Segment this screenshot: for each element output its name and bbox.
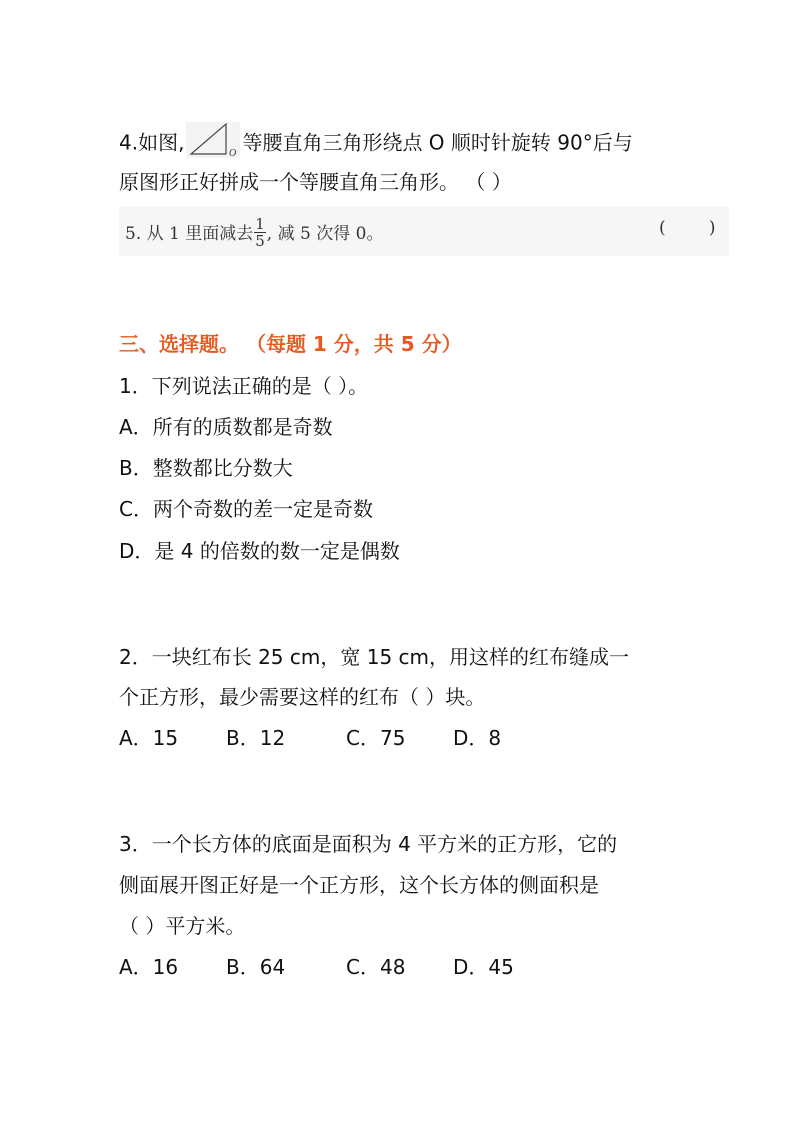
choice-q2-stem-line2: 个正方形，最少需要这样的红布（ ）块。 — [119, 685, 486, 709]
choice-q1-stem: 1．下列说法正确的是（ ）。 — [119, 374, 369, 398]
choice-q1-option-d: D．是 4 的倍数的数一定是偶数 — [119, 539, 400, 563]
fraction-denominator: 5 — [255, 232, 265, 250]
q4-line2: 原图形正好拼成一个等腰直角三角形。 （ ） — [119, 170, 512, 194]
q5-answer-paren: ( ) — [659, 218, 716, 238]
choice-q2-options — [119, 724, 719, 752]
choice-q2-option-b: B．12 — [226, 726, 286, 750]
choice-q3-stem-line1: 3．一个长方体的底面是面积为 4 平方米的正方形，它的 — [119, 832, 618, 856]
choice-q1-option-a: A．所有的质数都是奇数 — [119, 415, 333, 439]
q5-text — [125, 215, 384, 251]
choice-q3-option-d: D．45 — [453, 955, 514, 979]
choice-q3-stem-line3: （ ）平方米。 — [119, 914, 246, 938]
choice-q3-options — [119, 953, 719, 981]
triangle-icon — [186, 122, 240, 158]
q5-text-after: , 减 5 次得 0。 — [266, 224, 384, 244]
triangle-figure — [186, 122, 240, 158]
q5-image-snippet — [119, 206, 729, 256]
choice-q1-option-c: C．两个奇数的差一定是奇数 — [119, 497, 373, 521]
choice-q2-option-c: C．75 — [346, 726, 406, 750]
section-title: 三、选择题。 （每题 1 分，共 5 分） — [119, 332, 462, 356]
choice-q3-option-a: A．16 — [119, 955, 179, 979]
choice-q3-option-b: B．64 — [226, 955, 286, 979]
choice-q3-stem-line2: 侧面展开图正好是一个正方形，这个长方体的侧面积是 — [119, 873, 599, 897]
q4-line1-text: 等腰直角三角形绕点 O 顺时针旋转 90°后与 — [242, 130, 633, 155]
q5-text-before: 5. 从 1 里面减去 — [125, 224, 254, 244]
fraction — [254, 216, 266, 249]
q4-line1 — [119, 126, 633, 162]
point-o-label: O — [229, 148, 237, 158]
choice-q2-option-d: D．8 — [453, 726, 502, 750]
choice-q2-stem-line1: 2．一块红布长 25 cm，宽 15 cm，用这样的红布缝成一 — [119, 645, 630, 669]
fraction-numerator: 1 — [255, 215, 265, 233]
choice-q1-option-b: B．整数都比分数大 — [119, 456, 293, 480]
choice-q2-option-a: A．15 — [119, 726, 179, 750]
choice-q3-option-c: C．48 — [346, 955, 406, 979]
q4-prefix: 4.如图, — [119, 130, 185, 155]
